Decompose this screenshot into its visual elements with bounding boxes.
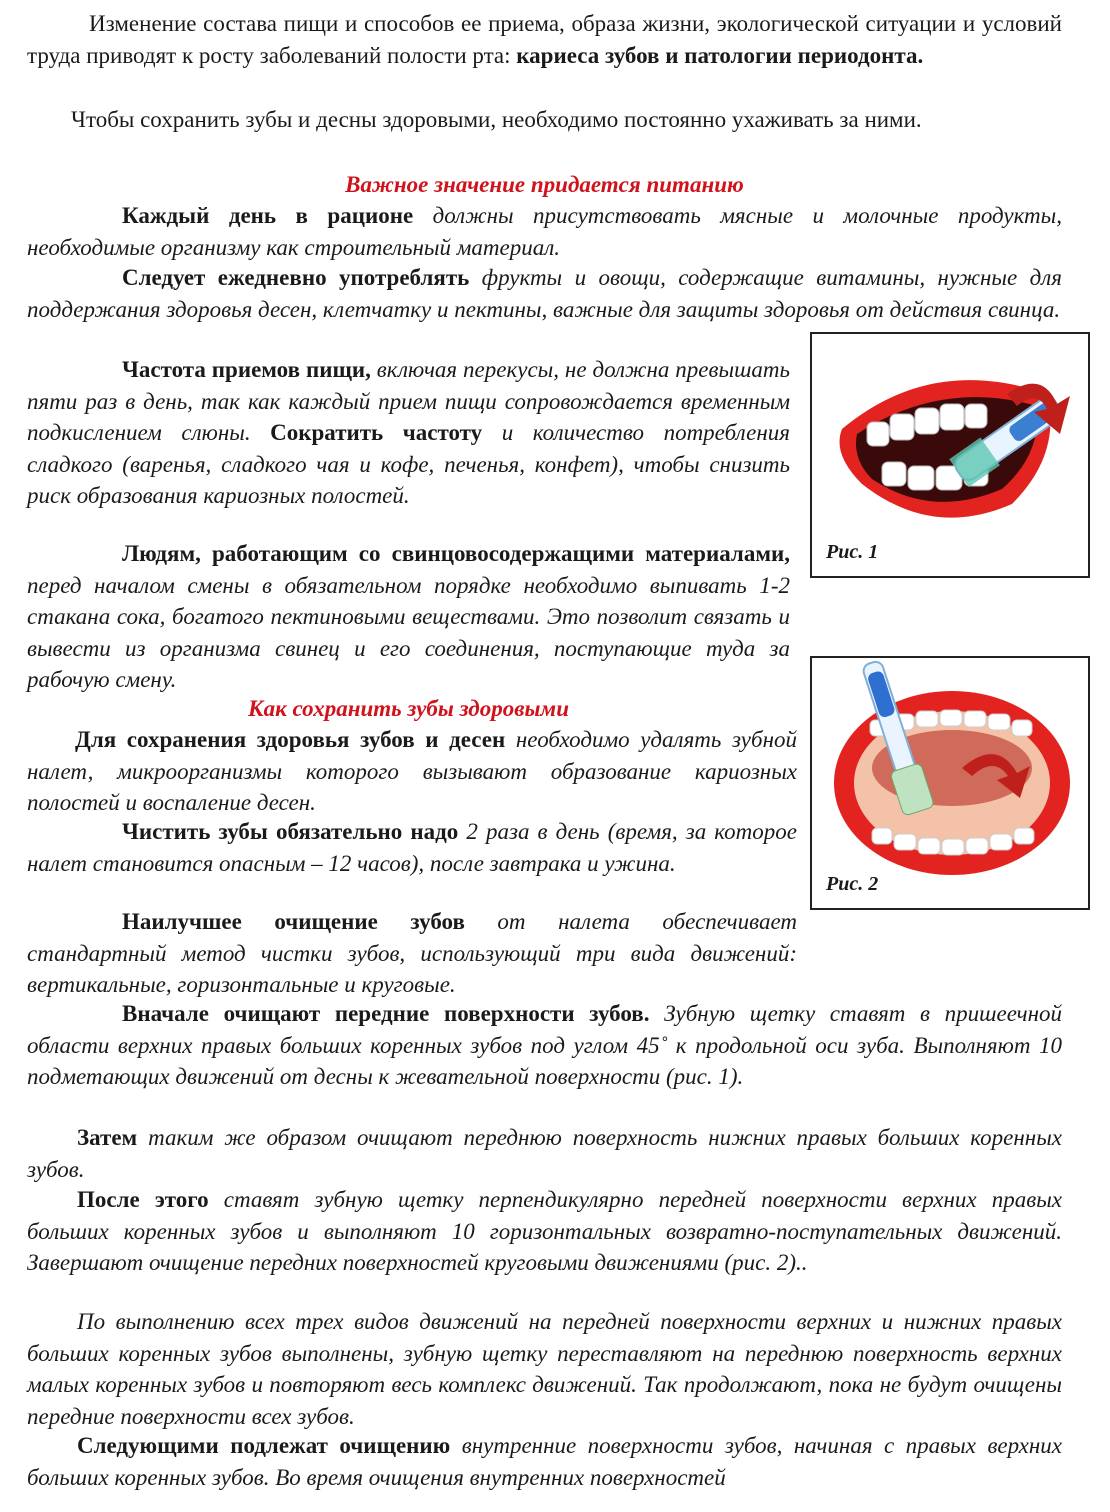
teeth-paragraph-3 (27, 906, 797, 1001)
teeth-paragraph-7 (27, 1306, 1062, 1432)
p-bold-2: Сократить частоту (270, 420, 483, 445)
nutrition-paragraph-2 (27, 262, 1062, 325)
p-bold: Следует ежедневно употреблять (122, 265, 470, 290)
p-italic-2: и количество потребления сладкого (варенья, сладкого чая и кофе, печенья, конфет), чтобы снизить риск образования кариозных полостей. (27, 420, 790, 508)
teeth-paragraph-5 (27, 1122, 1062, 1185)
p-italic: внутренние поверхности зубов, начиная с правых верхних больших коренных зубов. Во время очищения внутренних поверхностей (27, 1433, 1062, 1490)
intro-text-2: Чтобы сохранить зубы и десны здоровыми, необходимо постоянно ухаживать за ними. (71, 107, 922, 132)
p-bold: Частота приемов пищи, (122, 357, 371, 382)
p-italic: от налета обеспечивает стандартный метод чистки зубов, использующий три вида движений: вертикальные, горизонтальные и круговые. (27, 909, 797, 997)
figure-1 (810, 332, 1090, 578)
p-italic: таким же образом очищают переднюю поверхность нижних правых больших коренных зубов. (27, 1125, 1062, 1182)
teeth-paragraph-2 (27, 816, 797, 879)
p-italic: включая перекусы, не должна превышать пяти раз в день, так как каждый прием пищи сопровождается временным подкислением слюны. (27, 357, 791, 445)
intro-paragraph-1 (27, 8, 1062, 71)
p-italic: перед началом смены в обязательном порядке необходимо выпивать 1-2 стакана сока, богатого пектиновыми веществами. Это позволит связать и вывести из организма свинец и его соединения, поступающие туда за рабочую смену. (27, 572, 790, 692)
teeth-paragraph-4 (27, 998, 1062, 1093)
intro-paragraph-2 (27, 104, 1062, 136)
section-heading-nutrition: Важное значение придается питанию (345, 172, 744, 197)
section-heading-healthy-teeth: Как сохранить зубы здоровыми (248, 696, 569, 721)
p-italic: фрукты и овощи, содержащие витамины, нужные для поддержания здоровья десен, клетчатку и пектины, важные для защиты здоровья от действия свинца. (27, 265, 1062, 322)
figure-2-caption: Рис. 2 (826, 873, 879, 895)
p-bold: Наилучшее очищение зубов (122, 909, 465, 934)
nutrition-paragraph-1 (27, 200, 1062, 263)
teeth-paragraph-8 (27, 1430, 1062, 1493)
nutrition-paragraph-3 (27, 354, 790, 512)
intro-bold: кариеса зубов и патологии периодонта. (516, 42, 924, 68)
p-italic: должны присутствовать мясные и молочные продукты, необходимые организму как строительный материал. (27, 203, 1062, 260)
teeth-paragraph-6 (27, 1184, 1062, 1279)
p-bold: Следующими подлежат очищению (77, 1433, 451, 1458)
figure-1-caption: Рис. 1 (826, 541, 879, 563)
figure-2 (810, 656, 1090, 910)
p-bold: Вначале очищают передние поверхности зубов. (122, 1001, 650, 1026)
intro-text: Изменение состава пищи и способов ее приема, образа жизни, экологической ситуации и условий труда приводят к росту заболеваний полости рта: (27, 11, 1062, 68)
p-bold: После этого (77, 1187, 209, 1212)
p-italic: 2 раза в день (время, за которое налет становится опасным – 12 часов), после завтрака и ужина. (27, 819, 798, 876)
teeth-paragraph-1 (27, 724, 797, 819)
open-mouth-toothbrush-illustration (812, 658, 1088, 908)
p-italic: По выполнению всех трех видов движений на передней поверхности верхних и нижних правых больших коренных зубов выполнены, зубную щетку переставляют на переднюю поверхность верхних малых коренных зубов и повторяют весь комплекс движений. Так продолжают, пока не будут очищены передние поверхности всех зубов. (27, 1309, 1062, 1429)
nutrition-paragraph-4 (27, 538, 790, 696)
p-italic: Зубную щетку ставят в пришеечной области верхних правых больших коренных зубов под углом 45˚ к продольной оси зуба. Выполняют 10 подметающих движений от десны к жевательной поверхности (рис. 1). (27, 1001, 1062, 1089)
p-italic: ставят зубную щетку перпендикулярно передней поверхности верхних правых больших коренных зубов и выполняют 10 горизонтальных возвратно-поступательных движений. Завершают очищение передних поверхностей круговыми движениями (рис. 2).. (27, 1187, 1062, 1275)
p-bold: Для сохранения здоровья зубов и десен (75, 727, 506, 752)
p-bold: Затем (77, 1125, 138, 1150)
p-bold: Людям, работающим со свинцовосодержащими материалами, (122, 541, 790, 566)
p-bold: Чистить зубы обязательно надо (122, 819, 459, 844)
p-italic: необходимо удалять зубной налет, микроорганизмы которого вызывают образование кариозных полостей и воспаление десен. (27, 727, 797, 815)
p-bold: Каждый день в рационе (122, 203, 414, 228)
mouth-toothbrush-illustration (812, 334, 1088, 576)
